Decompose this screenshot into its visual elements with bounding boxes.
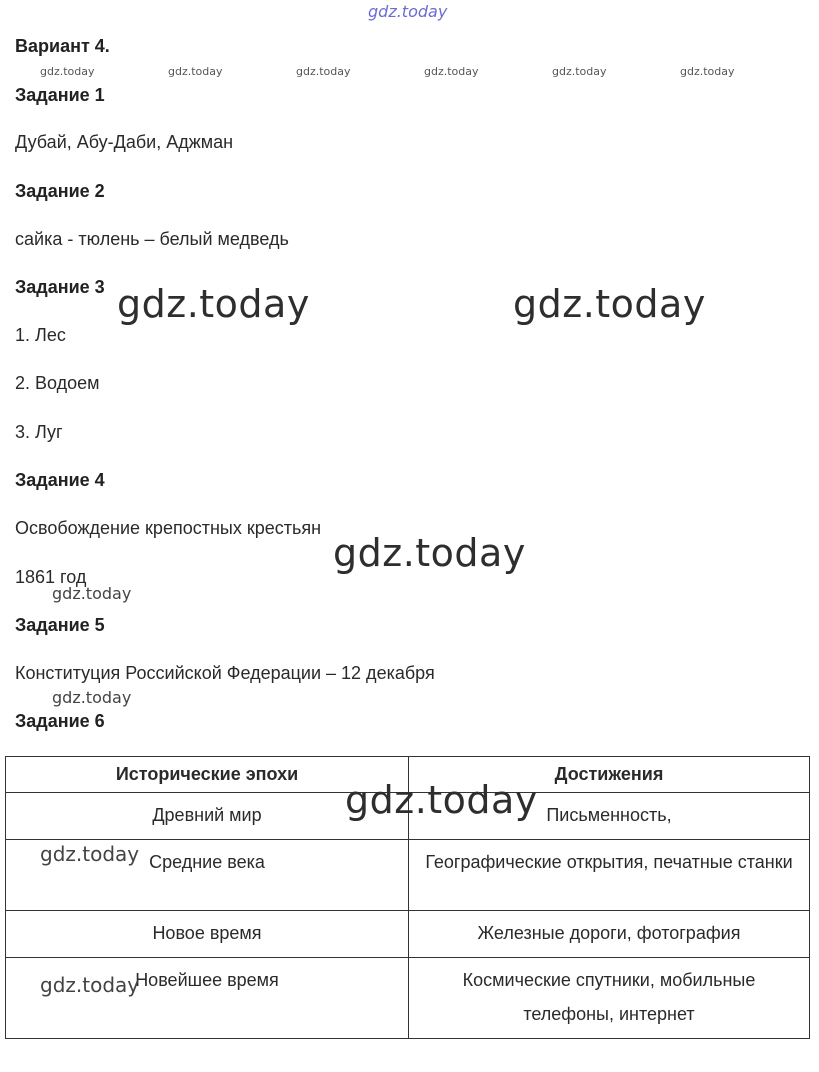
watermark-small: gdz.today <box>296 65 351 78</box>
task-answer: Конституция Российской Федерации – 12 декабря <box>15 663 435 683</box>
table-cell: Письменность, <box>409 793 810 840</box>
task-heading: Задание 6 <box>15 711 105 731</box>
watermark-small: gdz.today <box>552 65 607 78</box>
task-answer: 1. Лес <box>15 325 66 345</box>
table-cell: Железные дороги, фотография <box>409 911 810 958</box>
table-cell: Древний мир <box>6 793 409 840</box>
watermark-small: gdz.today <box>424 65 479 78</box>
table-cell: Средние века <box>6 840 409 911</box>
watermark-large: gdz.today <box>513 282 706 326</box>
watermark-small: gdz.today <box>680 65 735 78</box>
table-cell: Новейшее время <box>6 958 409 1039</box>
task-answer: 3. Луг <box>15 422 63 442</box>
watermark-small: gdz.today <box>40 65 95 78</box>
task-answer: Освобождение крепостных крестьян <box>15 518 322 538</box>
task-answer: 2. Водоем <box>15 373 100 393</box>
table-row <box>6 911 810 958</box>
watermark-small: gdz.today <box>168 65 223 78</box>
task-answer: Дубай, Абу-Даби, Аджман <box>15 132 234 152</box>
task-answer: сайка - тюлень – белый медведь <box>15 229 289 249</box>
task-heading: Задание 1 <box>15 85 105 105</box>
watermark-medium: gdz.today <box>52 688 132 707</box>
table-cell: Космические спутники, мобильные телефоны, интернет <box>409 958 810 1039</box>
table-header: Исторические эпохи <box>6 757 409 793</box>
table-row <box>6 958 810 1039</box>
table-cell: Географические открытия, печатные станки <box>409 840 810 911</box>
variant-title: Вариант 4. <box>15 36 110 56</box>
watermark-medium: gdz.today <box>40 842 140 866</box>
watermark-large: gdz.today <box>333 531 526 575</box>
table-cell: Новое время <box>6 911 409 958</box>
watermark-large: gdz.today <box>117 282 310 326</box>
watermark-medium: gdz.today <box>52 584 132 603</box>
table-header: Достижения <box>409 757 810 793</box>
task-heading: Задание 2 <box>15 181 105 201</box>
watermark-medium: gdz.today <box>40 973 140 997</box>
watermark-large: gdz.today <box>345 778 538 822</box>
task-answer: 1861 год <box>15 567 87 587</box>
task-heading: Задание 5 <box>15 615 105 635</box>
watermark-top: gdz.today <box>368 2 448 21</box>
task-heading: Задание 4 <box>15 470 105 490</box>
task-heading: Задание 3 <box>15 277 105 297</box>
